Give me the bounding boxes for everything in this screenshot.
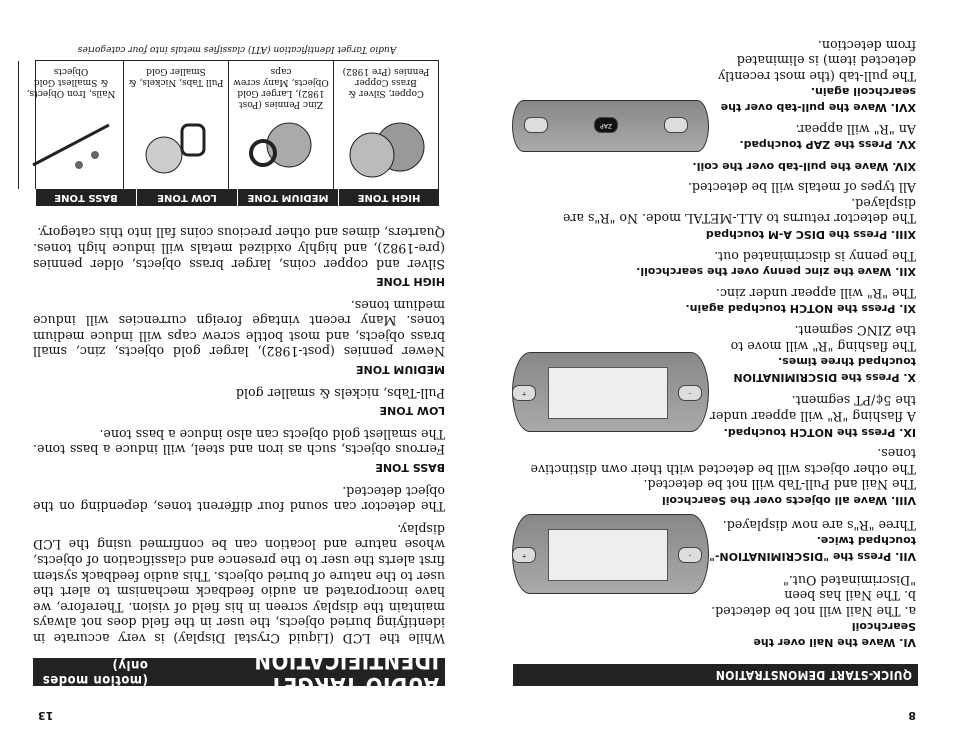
tone-heading: HIGH TONE (376, 275, 445, 289)
intro-paragraph-2: The detector can sound four different tones, depending on the object detected. (33, 483, 445, 515)
tone-text: Pull-Tabs, nickels & smaller gold (235, 385, 445, 401)
tone-heading: MEDIUM TONE (356, 363, 445, 377)
section-banner (33, 647, 445, 697)
footnote: Audio Target Identification (ATI) classifies metals into four categories (77, 44, 397, 54)
step-line: a. The Nail will not be detected. (711, 603, 916, 619)
step-line: The flashing "R" will move to the ZINC segment. (730, 323, 916, 354)
header-medium-tone: MEDIUM TONE (237, 189, 338, 206)
step-block (512, 37, 916, 152)
disc-minus-pad: – (678, 385, 702, 401)
step-heading: XV. Press the ZAP touchpad. (739, 138, 916, 152)
power-pad (664, 117, 688, 133)
ati-text (33, 218, 445, 646)
step-heading: VII. Press the "DISCRIMINATION-" touchpad twice. (709, 534, 916, 564)
high-tone-cell (333, 61, 438, 189)
page-number: 8 (908, 709, 916, 722)
step-heading: IX. Press the NOTCH touchpad. (723, 425, 916, 439)
header-high-tone: HIGH TONE (338, 189, 439, 206)
step-block (512, 514, 916, 650)
step-line: An "R" will appear. (795, 121, 916, 137)
step-heading: VIII. Wave all objects over the Searchcoil (661, 494, 916, 507)
step-line: b. The Nail has been "Discriminated Out." (783, 572, 916, 604)
step-line: Three "R"s are now displayed. (722, 517, 916, 533)
detector-panel-illustration (512, 352, 709, 432)
bass-tone-cell (18, 61, 123, 189)
header-low-tone: LOW TONE (136, 189, 237, 206)
quick-start-steps (512, 37, 916, 650)
lcd-screen (548, 529, 668, 581)
detector-panel-illustration (512, 514, 709, 594)
tone-caption: Pull Tabs, Nickels, & Smaller Gold (128, 66, 224, 87)
step-line: A flashing "R" will appear under the 5¢/PT segment. (709, 393, 916, 425)
sens-plus-pad: + (512, 547, 536, 563)
low-tone-cell (123, 61, 228, 189)
step-line: The detector returns to ALL-METAL mode. No "R"s are displayed. (562, 195, 916, 227)
step-line: The pull-tab (the most recently detected item) is eliminated from detection. (718, 37, 916, 84)
tone-caption: Zinc Pennies (Post 1982), Larger Gold Objects, Many screw caps (233, 66, 329, 109)
step-heading: XVI. Wave the pull-tab over the searchcoil again. (720, 85, 916, 114)
ring-and-coin-icon (233, 113, 329, 185)
banner-subtitle: (motion modes only) (42, 657, 148, 687)
tone-text: Newer pennies (post-1982), larger gold objects, zinc, small brass objects, and most bottle screw caps will induce medium tones. Many recent vintage foreign currencies will induce medium tones. (33, 297, 445, 360)
pull-tab-icon (128, 113, 224, 185)
step-heading: XII. Wave the zinc penny over the searchcoil. (636, 265, 916, 279)
step-line: The Nail and Pull-Tab will not be detected. (643, 477, 916, 493)
tone-text: Ferrous objects, such as iron and steel, will induce a bass tone. The smallest gold objects can also induce a bass tone. (33, 426, 445, 458)
disc-minus-pad: – (678, 547, 702, 563)
detector-panel-illustration (512, 100, 709, 152)
step-heading: VI. Wave the Nail over the Searchcoil (753, 620, 916, 649)
lcd-screen (548, 367, 668, 419)
tone-table-images (26, 60, 439, 189)
tone-caption: Nails, Iron Objects, & Smallest Gold Objects (26, 66, 116, 98)
notch-pad (524, 117, 548, 133)
section-banner (513, 664, 918, 686)
tone-table-header (35, 189, 439, 206)
tone-heading: LOW TONE (379, 404, 445, 418)
tone-caption: Copper, Silver & Brass Copper Pennies (Pre 1982) (342, 66, 430, 98)
header-bass-tone: BASS TONE (35, 189, 136, 206)
step-line: All types of metals will be detected. (687, 180, 916, 196)
step-heading: X. Press the DISCRIMINATION touchpad three times. (733, 355, 916, 384)
intro-paragraph: While the LCD (Liquid Crystal Display) is very accurate in identifying buried objects, the user in the field does not always maintain the display screen in his field of vision. Therefore, we have incorporated an audio feedback mechanism to alert the user to the nature of buried objects. This audio feedback system first alerts the user to the presence and classification of objects, whose nature and location can be confirmed using the LCD display. (33, 521, 445, 646)
step-heading: XIV. Wave the pull-tab over the coil. (692, 159, 916, 173)
banner-title: QUICK-START DEMONSTRATION (715, 668, 912, 682)
step-line: The other objects will be detected with their own distinctive tones. (530, 446, 916, 477)
step-heading: XIII. Press the DISC A-M touchpad (705, 228, 916, 242)
medium-tone-cell (228, 61, 333, 189)
step-line: The penny is discriminated out. (714, 248, 916, 264)
sens-plus-pad: + (512, 385, 536, 401)
nail-icon (23, 113, 119, 185)
zap-pad: ZAP (594, 117, 618, 133)
step-block (512, 446, 916, 508)
tone-heading: BASS TONE (375, 461, 445, 475)
banner-title: AUDIO TARGET IDENTIFICATION (253, 647, 439, 697)
page-8 (477, 0, 954, 738)
page-number: 13 (38, 709, 54, 722)
coins-icon (338, 113, 434, 185)
step-line: The "R" will appear under zinc. (715, 285, 916, 301)
step-block (512, 158, 916, 316)
step-block (512, 322, 916, 439)
tone-text: Silver and copper coins, larger brass objects, older pennies (pre-1982), and highly oxidized metals will induce high tones. Quarters, dimes and other precious coins fall into this category. (33, 225, 445, 272)
step-heading: XI. Press the NOTCH touchpad again. (685, 302, 916, 316)
tone-table (26, 44, 439, 206)
